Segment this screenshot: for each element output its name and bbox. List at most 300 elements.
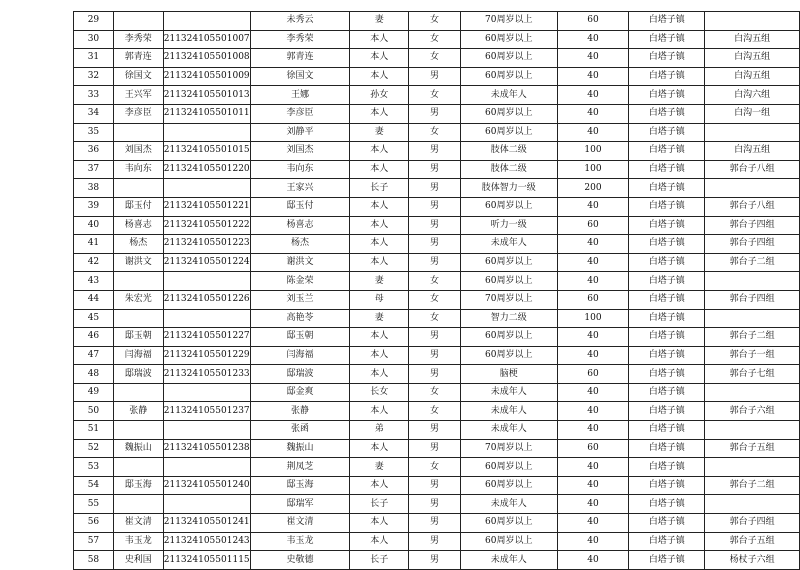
member-name-cell: 刘静平 xyxy=(250,123,350,142)
village-group-cell xyxy=(705,123,800,142)
sex-cell: 男 xyxy=(409,476,461,495)
category-cell: 70周岁以上 xyxy=(460,439,557,458)
sex-cell: 男 xyxy=(409,532,461,551)
id-number-cell xyxy=(163,179,250,198)
id-number-cell: 211324105501221 xyxy=(163,197,250,216)
relation-cell: 本人 xyxy=(350,104,409,123)
table-row xyxy=(74,346,800,365)
relation-cell: 长子 xyxy=(350,551,409,570)
household-head-cell: 徐国文 xyxy=(113,67,163,86)
amount-cell: 40 xyxy=(557,476,629,495)
id-number-cell xyxy=(163,421,250,440)
amount-cell: 40 xyxy=(557,514,629,533)
row-number-cell: 52 xyxy=(74,439,114,458)
id-number-cell: 211324105501222 xyxy=(163,216,250,235)
category-cell: 60周岁以上 xyxy=(460,272,557,291)
relation-cell: 妻 xyxy=(350,272,409,291)
village-group-cell: 郭台子一组 xyxy=(705,346,800,365)
table-row xyxy=(74,49,800,68)
member-name-cell: 谢洪文 xyxy=(250,253,350,272)
category-cell: 听力一级 xyxy=(460,216,557,235)
id-number-cell: 211324105501007 xyxy=(163,30,250,49)
row-number-cell: 42 xyxy=(74,253,114,272)
relation-cell: 长子 xyxy=(350,495,409,514)
household-head-cell xyxy=(113,179,163,198)
village-group-cell: 郭台子八组 xyxy=(705,197,800,216)
row-number-cell: 32 xyxy=(74,67,114,86)
table-row xyxy=(74,328,800,347)
household-head-cell: 杨喜志 xyxy=(113,216,163,235)
table-row xyxy=(74,514,800,533)
relation-cell: 本人 xyxy=(350,328,409,347)
table-row xyxy=(74,123,800,142)
table-row xyxy=(74,253,800,272)
member-name-cell: 魏振山 xyxy=(250,439,350,458)
id-number-cell: 211324105501243 xyxy=(163,532,250,551)
sex-cell: 男 xyxy=(409,421,461,440)
sex-cell: 男 xyxy=(409,160,461,179)
sex-cell: 女 xyxy=(409,123,461,142)
relation-cell: 本人 xyxy=(350,253,409,272)
village-group-cell xyxy=(705,495,800,514)
id-number-cell xyxy=(163,495,250,514)
id-number-cell: 211324105501233 xyxy=(163,365,250,384)
village-group-cell: 白沟一组 xyxy=(705,104,800,123)
village-group-cell: 郭台子四组 xyxy=(705,216,800,235)
sex-cell: 男 xyxy=(409,551,461,570)
category-cell: 未成年人 xyxy=(460,421,557,440)
relation-cell: 妻 xyxy=(350,123,409,142)
category-cell: 未成年人 xyxy=(460,551,557,570)
category-cell: 未成年人 xyxy=(460,235,557,254)
town-cell: 白塔子镇 xyxy=(629,532,705,551)
household-head-cell: 崔文清 xyxy=(113,514,163,533)
relation-cell: 本人 xyxy=(350,197,409,216)
sex-cell: 男 xyxy=(409,142,461,161)
relation-cell: 母 xyxy=(350,290,409,309)
row-number-cell: 50 xyxy=(74,402,114,421)
row-number-cell: 53 xyxy=(74,458,114,477)
category-cell: 60周岁以上 xyxy=(460,67,557,86)
row-number-cell: 45 xyxy=(74,309,114,328)
town-cell: 白塔子镇 xyxy=(629,67,705,86)
relation-cell: 本人 xyxy=(350,142,409,161)
row-number-cell: 31 xyxy=(74,49,114,68)
id-number-cell: 211324105501009 xyxy=(163,67,250,86)
sex-cell: 男 xyxy=(409,439,461,458)
id-number-cell xyxy=(163,123,250,142)
village-group-cell xyxy=(705,179,800,198)
row-number-cell: 56 xyxy=(74,514,114,533)
relation-cell: 本人 xyxy=(350,30,409,49)
town-cell: 白塔子镇 xyxy=(629,346,705,365)
id-number-cell: 211324105501013 xyxy=(163,86,250,105)
row-number-cell: 44 xyxy=(74,290,114,309)
household-head-cell xyxy=(113,12,163,31)
category-cell: 60周岁以上 xyxy=(460,328,557,347)
amount-cell: 100 xyxy=(557,142,629,161)
table-row xyxy=(74,104,800,123)
household-head-cell: 朱宏光 xyxy=(113,290,163,309)
village-group-cell: 郭台子二组 xyxy=(705,476,800,495)
sex-cell: 男 xyxy=(409,495,461,514)
table-row xyxy=(74,383,800,402)
row-number-cell: 34 xyxy=(74,104,114,123)
town-cell: 白塔子镇 xyxy=(629,179,705,198)
town-cell: 白塔子镇 xyxy=(629,160,705,179)
town-cell: 白塔子镇 xyxy=(629,476,705,495)
member-name-cell: 邸玉海 xyxy=(250,476,350,495)
category-cell: 70周岁以上 xyxy=(460,290,557,309)
category-cell: 未成年人 xyxy=(460,402,557,421)
relation-cell: 本人 xyxy=(350,346,409,365)
relation-cell: 长女 xyxy=(350,383,409,402)
id-number-cell: 211324105501008 xyxy=(163,49,250,68)
table-row xyxy=(74,309,800,328)
household-head-cell: 史利国 xyxy=(113,551,163,570)
relation-cell: 本人 xyxy=(350,476,409,495)
row-number-cell: 40 xyxy=(74,216,114,235)
town-cell: 白塔子镇 xyxy=(629,197,705,216)
table-row xyxy=(74,235,800,254)
row-number-cell: 46 xyxy=(74,328,114,347)
village-group-cell: 郭台子四组 xyxy=(705,235,800,254)
row-number-cell: 43 xyxy=(74,272,114,291)
table-row xyxy=(74,67,800,86)
row-number-cell: 30 xyxy=(74,30,114,49)
category-cell: 70周岁以上 xyxy=(460,12,557,31)
sex-cell: 男 xyxy=(409,365,461,384)
amount-cell: 40 xyxy=(557,253,629,272)
member-name-cell: 韦向东 xyxy=(250,160,350,179)
relation-cell: 本人 xyxy=(350,49,409,68)
town-cell: 白塔子镇 xyxy=(629,272,705,291)
table-row xyxy=(74,439,800,458)
member-name-cell: 郭青连 xyxy=(250,49,350,68)
category-cell: 未成年人 xyxy=(460,383,557,402)
household-head-cell: 闫海福 xyxy=(113,346,163,365)
member-name-cell: 高艳苓 xyxy=(250,309,350,328)
amount-cell: 40 xyxy=(557,235,629,254)
category-cell: 60周岁以上 xyxy=(460,476,557,495)
town-cell: 白塔子镇 xyxy=(629,328,705,347)
village-group-cell xyxy=(705,309,800,328)
household-head-cell: 王兴军 xyxy=(113,86,163,105)
relation-cell: 本人 xyxy=(350,67,409,86)
row-number-cell: 58 xyxy=(74,551,114,570)
id-number-cell xyxy=(163,309,250,328)
amount-cell: 40 xyxy=(557,104,629,123)
household-head-cell: 李秀荣 xyxy=(113,30,163,49)
id-number-cell: 211324105501223 xyxy=(163,235,250,254)
village-group-cell xyxy=(705,458,800,477)
member-name-cell: 未秀云 xyxy=(250,12,350,31)
relation-cell: 本人 xyxy=(350,365,409,384)
town-cell: 白塔子镇 xyxy=(629,439,705,458)
category-cell: 60周岁以上 xyxy=(460,104,557,123)
amount-cell: 40 xyxy=(557,30,629,49)
table-row xyxy=(74,197,800,216)
member-name-cell: 张静 xyxy=(250,402,350,421)
member-name-cell: 张函 xyxy=(250,421,350,440)
table-row xyxy=(74,160,800,179)
town-cell: 白塔子镇 xyxy=(629,253,705,272)
relation-cell: 孙女 xyxy=(350,86,409,105)
household-head-cell xyxy=(113,383,163,402)
id-number-cell: 211324105501220 xyxy=(163,160,250,179)
household-head-cell: 刘国杰 xyxy=(113,142,163,161)
member-name-cell: 王家兴 xyxy=(250,179,350,198)
town-cell: 白塔子镇 xyxy=(629,216,705,235)
member-name-cell: 邸玉朝 xyxy=(250,328,350,347)
category-cell: 智力二级 xyxy=(460,309,557,328)
village-group-cell: 郭台子八组 xyxy=(705,160,800,179)
member-name-cell: 崔文清 xyxy=(250,514,350,533)
village-group-cell: 郭台子二组 xyxy=(705,253,800,272)
relation-cell: 弟 xyxy=(350,421,409,440)
id-number-cell: 211324105501229 xyxy=(163,346,250,365)
id-number-cell xyxy=(163,383,250,402)
row-number-cell: 49 xyxy=(74,383,114,402)
amount-cell: 60 xyxy=(557,12,629,31)
relation-cell: 本人 xyxy=(350,216,409,235)
household-head-cell xyxy=(113,272,163,291)
town-cell: 白塔子镇 xyxy=(629,402,705,421)
town-cell: 白塔子镇 xyxy=(629,123,705,142)
relation-cell: 本人 xyxy=(350,532,409,551)
amount-cell: 60 xyxy=(557,216,629,235)
amount-cell: 40 xyxy=(557,328,629,347)
amount-cell: 40 xyxy=(557,458,629,477)
town-cell: 白塔子镇 xyxy=(629,309,705,328)
sex-cell: 男 xyxy=(409,235,461,254)
table-row xyxy=(74,476,800,495)
household-head-cell: 韦玉龙 xyxy=(113,532,163,551)
sex-cell: 男 xyxy=(409,514,461,533)
records-table xyxy=(73,11,800,570)
member-name-cell: 李秀荣 xyxy=(250,30,350,49)
amount-cell: 200 xyxy=(557,179,629,198)
row-number-cell: 54 xyxy=(74,476,114,495)
amount-cell: 40 xyxy=(557,421,629,440)
member-name-cell: 闫海福 xyxy=(250,346,350,365)
sex-cell: 女 xyxy=(409,86,461,105)
town-cell: 白塔子镇 xyxy=(629,365,705,384)
id-number-cell xyxy=(163,458,250,477)
relation-cell: 本人 xyxy=(350,160,409,179)
table-row xyxy=(74,532,800,551)
sex-cell: 女 xyxy=(409,12,461,31)
amount-cell: 40 xyxy=(557,383,629,402)
household-head-cell: 李彦臣 xyxy=(113,104,163,123)
category-cell: 60周岁以上 xyxy=(460,532,557,551)
category-cell: 脑梗 xyxy=(460,365,557,384)
household-head-cell: 韦向东 xyxy=(113,160,163,179)
village-group-cell: 郭台子四组 xyxy=(705,290,800,309)
relation-cell: 妻 xyxy=(350,458,409,477)
records-body xyxy=(74,12,800,570)
id-number-cell xyxy=(163,272,250,291)
household-head-cell: 张静 xyxy=(113,402,163,421)
amount-cell: 40 xyxy=(557,49,629,68)
town-cell: 白塔子镇 xyxy=(629,142,705,161)
village-group-cell: 郭台子七组 xyxy=(705,365,800,384)
member-name-cell: 韦玉龙 xyxy=(250,532,350,551)
relation-cell: 本人 xyxy=(350,402,409,421)
town-cell: 白塔子镇 xyxy=(629,495,705,514)
id-number-cell: 211324105501115 xyxy=(163,551,250,570)
amount-cell: 40 xyxy=(557,67,629,86)
household-head-cell xyxy=(113,458,163,477)
village-group-cell: 杨杖子六组 xyxy=(705,551,800,570)
id-number-cell: 211324105501015 xyxy=(163,142,250,161)
village-group-cell: 郭台子六组 xyxy=(705,402,800,421)
member-name-cell: 邸瑞波 xyxy=(250,365,350,384)
member-name-cell: 荆凤芝 xyxy=(250,458,350,477)
id-number-cell: 211324105501238 xyxy=(163,439,250,458)
household-head-cell: 郭青连 xyxy=(113,49,163,68)
category-cell: 60周岁以上 xyxy=(460,253,557,272)
sex-cell: 男 xyxy=(409,216,461,235)
row-number-cell: 38 xyxy=(74,179,114,198)
relation-cell: 长子 xyxy=(350,179,409,198)
amount-cell: 60 xyxy=(557,439,629,458)
village-group-cell: 白沟六组 xyxy=(705,86,800,105)
category-cell: 肢体智力一级 xyxy=(460,179,557,198)
town-cell: 白塔子镇 xyxy=(629,30,705,49)
id-number-cell: 211324105501226 xyxy=(163,290,250,309)
table-row xyxy=(74,142,800,161)
sex-cell: 男 xyxy=(409,197,461,216)
amount-cell: 60 xyxy=(557,290,629,309)
table-row xyxy=(74,290,800,309)
village-group-cell: 郭台子二组 xyxy=(705,328,800,347)
village-group-cell: 郭台子五组 xyxy=(705,439,800,458)
row-number-cell: 51 xyxy=(74,421,114,440)
row-number-cell: 29 xyxy=(74,12,114,31)
id-number-cell: 211324105501237 xyxy=(163,402,250,421)
member-name-cell: 陈金荣 xyxy=(250,272,350,291)
amount-cell: 40 xyxy=(557,551,629,570)
village-group-cell: 郭台子五组 xyxy=(705,532,800,551)
sex-cell: 男 xyxy=(409,346,461,365)
id-number-cell: 211324105501227 xyxy=(163,328,250,347)
row-number-cell: 33 xyxy=(74,86,114,105)
table-row xyxy=(74,495,800,514)
member-name-cell: 李彦臣 xyxy=(250,104,350,123)
sex-cell: 男 xyxy=(409,328,461,347)
town-cell: 白塔子镇 xyxy=(629,86,705,105)
member-name-cell: 史敬德 xyxy=(250,551,350,570)
id-number-cell: 211324105501011 xyxy=(163,104,250,123)
amount-cell: 40 xyxy=(557,495,629,514)
village-group-cell: 白沟五组 xyxy=(705,67,800,86)
household-head-cell: 邸玉付 xyxy=(113,197,163,216)
category-cell: 60周岁以上 xyxy=(460,458,557,477)
amount-cell: 40 xyxy=(557,123,629,142)
member-name-cell: 邸瑞军 xyxy=(250,495,350,514)
category-cell: 未成年人 xyxy=(460,495,557,514)
sex-cell: 女 xyxy=(409,290,461,309)
relation-cell: 本人 xyxy=(350,439,409,458)
category-cell: 60周岁以上 xyxy=(460,197,557,216)
member-name-cell: 杨杰 xyxy=(250,235,350,254)
sex-cell: 男 xyxy=(409,179,461,198)
relation-cell: 本人 xyxy=(350,514,409,533)
household-head-cell: 谢洪文 xyxy=(113,253,163,272)
household-head-cell xyxy=(113,309,163,328)
sex-cell: 女 xyxy=(409,30,461,49)
row-number-cell: 48 xyxy=(74,365,114,384)
village-group-cell xyxy=(705,272,800,291)
village-group-cell: 白沟五组 xyxy=(705,49,800,68)
household-head-cell: 魏振山 xyxy=(113,439,163,458)
town-cell: 白塔子镇 xyxy=(629,551,705,570)
amount-cell: 100 xyxy=(557,160,629,179)
household-head-cell: 邸瑞波 xyxy=(113,365,163,384)
table-row xyxy=(74,402,800,421)
member-name-cell: 杨喜志 xyxy=(250,216,350,235)
row-number-cell: 57 xyxy=(74,532,114,551)
relation-cell: 本人 xyxy=(350,235,409,254)
household-head-cell xyxy=(113,495,163,514)
category-cell: 60周岁以上 xyxy=(460,123,557,142)
town-cell: 白塔子镇 xyxy=(629,49,705,68)
row-number-cell: 35 xyxy=(74,123,114,142)
town-cell: 白塔子镇 xyxy=(629,290,705,309)
table-row xyxy=(74,551,800,570)
town-cell: 白塔子镇 xyxy=(629,235,705,254)
town-cell: 白塔子镇 xyxy=(629,12,705,31)
household-head-cell: 邸玉海 xyxy=(113,476,163,495)
row-number-cell: 41 xyxy=(74,235,114,254)
category-cell: 肢体二级 xyxy=(460,160,557,179)
household-head-cell xyxy=(113,421,163,440)
id-number-cell: 211324105501224 xyxy=(163,253,250,272)
row-number-cell: 37 xyxy=(74,160,114,179)
relation-cell: 妻 xyxy=(350,12,409,31)
amount-cell: 40 xyxy=(557,532,629,551)
village-group-cell: 白沟五组 xyxy=(705,142,800,161)
row-number-cell: 36 xyxy=(74,142,114,161)
id-number-cell: 211324105501240 xyxy=(163,476,250,495)
village-group-cell xyxy=(705,383,800,402)
town-cell: 白塔子镇 xyxy=(629,421,705,440)
household-head-cell xyxy=(113,123,163,142)
category-cell: 肢体二级 xyxy=(460,142,557,161)
row-number-cell: 55 xyxy=(74,495,114,514)
village-group-cell xyxy=(705,421,800,440)
table-row xyxy=(74,272,800,291)
sex-cell: 女 xyxy=(409,458,461,477)
town-cell: 白塔子镇 xyxy=(629,104,705,123)
amount-cell: 40 xyxy=(557,197,629,216)
sex-cell: 男 xyxy=(409,253,461,272)
amount-cell: 40 xyxy=(557,346,629,365)
table-row xyxy=(74,458,800,477)
amount-cell: 60 xyxy=(557,365,629,384)
town-cell: 白塔子镇 xyxy=(629,514,705,533)
village-group-cell xyxy=(705,12,800,31)
sex-cell: 男 xyxy=(409,67,461,86)
relation-cell: 妻 xyxy=(350,309,409,328)
amount-cell: 100 xyxy=(557,309,629,328)
member-name-cell: 王娜 xyxy=(250,86,350,105)
table-row xyxy=(74,86,800,105)
town-cell: 白塔子镇 xyxy=(629,383,705,402)
table-row xyxy=(74,179,800,198)
row-number-cell: 39 xyxy=(74,197,114,216)
